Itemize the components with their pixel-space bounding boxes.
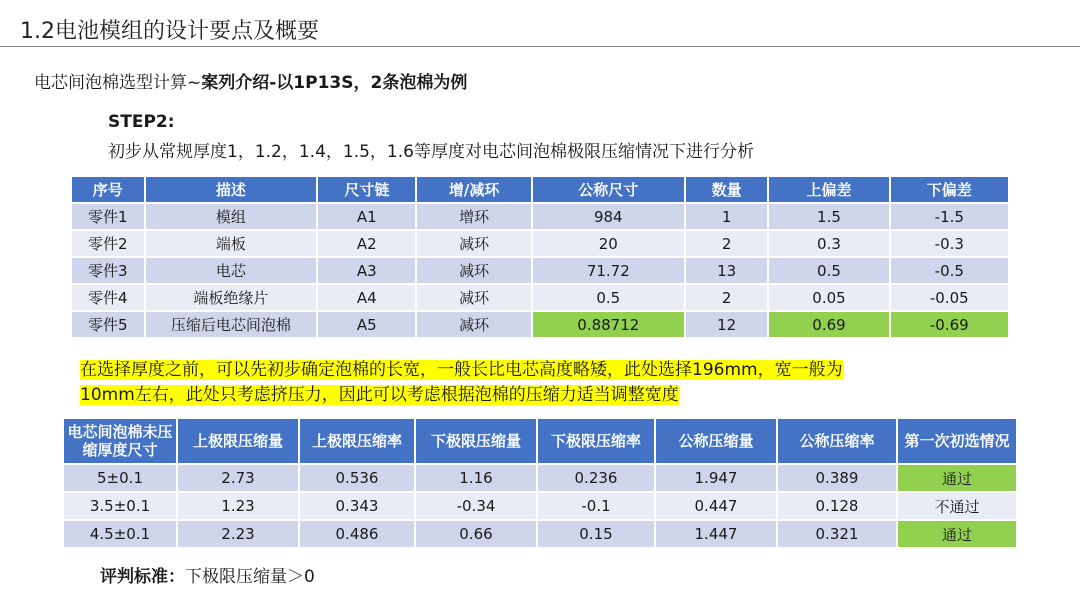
note-line-1: 在选择厚度之前，可以先初步确定泡棉的长宽，一般长比电芯高度略矮，此处选择196mm，宽一般为 xyxy=(80,360,843,380)
table-cell: A3 xyxy=(318,258,415,283)
table-cell: 减环 xyxy=(417,258,530,283)
table-cell: 0.05 xyxy=(769,285,888,310)
parts-header-cell: 描述 xyxy=(146,177,317,202)
table-cell: 0.536 xyxy=(300,465,414,491)
parts-header-cell: 序号 xyxy=(72,177,144,202)
criteria-text: 下极限压缩量＞0 xyxy=(185,567,315,587)
highlighted-cell: -0.69 xyxy=(891,312,1008,337)
table-cell: 1 xyxy=(686,204,767,229)
table-cell: 1.447 xyxy=(656,521,776,547)
compression-header-cell: 下极限压缩率 xyxy=(538,419,654,463)
criteria-label: 评判标准： xyxy=(100,567,185,587)
parts-table xyxy=(70,175,1010,339)
table-cell: -0.1 xyxy=(538,493,654,519)
compression-header-cell: 上极限压缩率 xyxy=(300,419,414,463)
parts-header-cell: 上偏差 xyxy=(769,177,888,202)
table-cell: 13 xyxy=(686,258,767,283)
table-cell: -0.5 xyxy=(891,258,1008,283)
table-row xyxy=(64,465,1016,491)
table-cell: -0.3 xyxy=(891,231,1008,256)
table-cell: A2 xyxy=(318,231,415,256)
compression-table xyxy=(62,417,1018,549)
step-label: STEP2: xyxy=(108,112,175,132)
table-cell: 4.5±0.1 xyxy=(64,521,176,547)
table-row xyxy=(64,493,1016,519)
table-cell: 0.321 xyxy=(778,521,896,547)
note-line-2: 10mm左右，此处只考虑挤压力，因此可以考虑根据泡棉的压缩力适当调整宽度 xyxy=(80,385,679,405)
table-cell: 零件5 xyxy=(72,312,144,337)
parts-header-cell: 数量 xyxy=(686,177,767,202)
parts-header-cell: 下偏差 xyxy=(891,177,1008,202)
compression-header-cell: 电芯间泡棉未压缩厚度尺寸 xyxy=(64,419,176,463)
table-cell: 20 xyxy=(533,231,684,256)
table-cell: 0.15 xyxy=(538,521,654,547)
table-cell: 3.5±0.1 xyxy=(64,493,176,519)
table-cell: 0.5 xyxy=(769,258,888,283)
compression-header-cell: 下极限压缩量 xyxy=(416,419,536,463)
table-cell: 0.486 xyxy=(300,521,414,547)
table-cell: 2.23 xyxy=(178,521,298,547)
parts-header-cell: 增/减环 xyxy=(417,177,530,202)
table-cell: 0.389 xyxy=(778,465,896,491)
highlighted-cell: 0.88712 xyxy=(533,312,684,337)
table-cell: 0.3 xyxy=(769,231,888,256)
table-row xyxy=(64,521,1016,547)
table-cell: 0.447 xyxy=(656,493,776,519)
highlighted-note xyxy=(80,358,992,408)
table-cell: -0.05 xyxy=(891,285,1008,310)
table-row xyxy=(72,204,1008,229)
table-cell: 0.343 xyxy=(300,493,414,519)
title-divider xyxy=(0,46,1080,47)
table-cell: A4 xyxy=(318,285,415,310)
table-row xyxy=(72,231,1008,256)
table-cell: 减环 xyxy=(417,231,530,256)
evaluation-criteria xyxy=(100,562,315,587)
highlighted-cell: 0.69 xyxy=(769,312,888,337)
table-cell: 端板 xyxy=(146,231,317,256)
table-cell: 减环 xyxy=(417,285,530,310)
status-fail-cell: 不通过 xyxy=(898,493,1016,519)
status-pass-cell: 通过 xyxy=(898,465,1016,491)
table-cell: 984 xyxy=(533,204,684,229)
table-cell: 1.947 xyxy=(656,465,776,491)
table-cell: 零件3 xyxy=(72,258,144,283)
table-cell: A1 xyxy=(318,204,415,229)
table-cell: 零件4 xyxy=(72,285,144,310)
table-cell: 2 xyxy=(686,285,767,310)
table-cell: 0.5 xyxy=(533,285,684,310)
compression-header-cell: 公称压缩量 xyxy=(656,419,776,463)
parts-header-cell: 公称尺寸 xyxy=(533,177,684,202)
table-cell: 减环 xyxy=(417,312,530,337)
table-cell: 压缩后电芯间泡棉 xyxy=(146,312,317,337)
table-cell: 端板绝缘片 xyxy=(146,285,317,310)
table-cell: 71.72 xyxy=(533,258,684,283)
table-cell: 1.5 xyxy=(769,204,888,229)
table-cell: A5 xyxy=(318,312,415,337)
table-cell: 12 xyxy=(686,312,767,337)
table-cell: 0.128 xyxy=(778,493,896,519)
table-cell: 电芯 xyxy=(146,258,317,283)
table-cell: 0.236 xyxy=(538,465,654,491)
table-cell: 零件1 xyxy=(72,204,144,229)
table-row xyxy=(72,285,1008,310)
table-cell: 零件2 xyxy=(72,231,144,256)
compression-table-header-row xyxy=(64,419,1016,463)
compression-header-cell: 公称压缩率 xyxy=(778,419,896,463)
table-cell: 0.66 xyxy=(416,521,536,547)
subtitle-plain: 电芯间泡棉选型计算~ xyxy=(34,73,202,93)
parts-table-header-row xyxy=(72,177,1008,202)
table-cell: -1.5 xyxy=(891,204,1008,229)
step-description: 初步从常规厚度1，1.2，1.4，1.5，1.6等厚度对电芯间泡棉极限压缩情况下进行分析 xyxy=(108,142,754,162)
table-row xyxy=(72,312,1008,337)
compression-header-cell: 上极限压缩量 xyxy=(178,419,298,463)
table-cell: -0.34 xyxy=(416,493,536,519)
table-cell: 模组 xyxy=(146,204,317,229)
table-cell: 1.23 xyxy=(178,493,298,519)
table-row xyxy=(72,258,1008,283)
subtitle-bold: 案列介绍-以1P13S，2条泡棉为例 xyxy=(201,73,468,93)
table-cell: 2.73 xyxy=(178,465,298,491)
parts-header-cell: 尺寸链 xyxy=(318,177,415,202)
table-cell: 1.16 xyxy=(416,465,536,491)
table-cell: 增环 xyxy=(417,204,530,229)
table-cell: 2 xyxy=(686,231,767,256)
status-pass-cell: 通过 xyxy=(898,521,1016,547)
table-cell: 5±0.1 xyxy=(64,465,176,491)
page-title: 1.2电池模组的设计要点及概要 xyxy=(20,19,319,44)
compression-header-cell: 第一次初选情况 xyxy=(898,419,1016,463)
section-subtitle xyxy=(34,68,467,93)
